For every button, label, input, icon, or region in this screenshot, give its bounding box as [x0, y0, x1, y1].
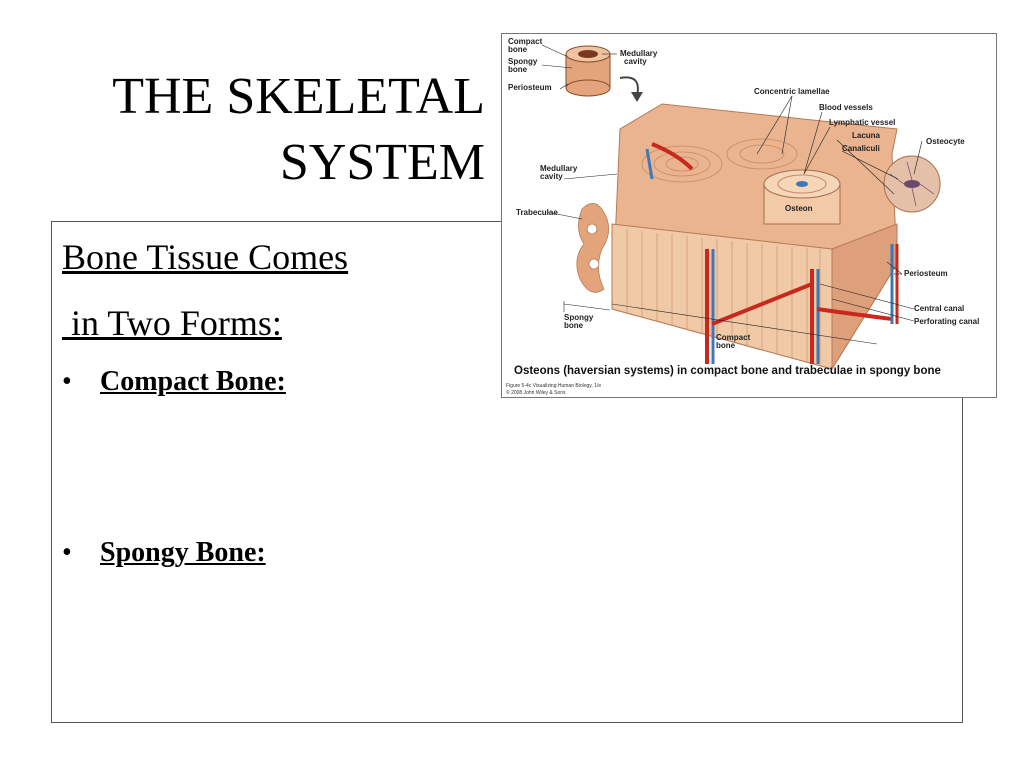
label-periosteum-top: Periosteum — [508, 83, 552, 92]
label-lymphatic-vessel: Lymphatic vessel — [829, 118, 896, 127]
slide-title — [20, 64, 485, 196]
label-spongy-bone-bottom: Spongy bone — [564, 313, 594, 330]
label-compact-bone-top-text: Compact bone — [508, 37, 543, 54]
label-medullary-cavity-top: Medullary cavity — [620, 49, 658, 66]
title-line-2: SYSTEM — [279, 134, 485, 191]
osteocyte-inset — [884, 156, 940, 212]
bullet-label-compact-bone: Compact Bone: — [100, 366, 286, 397]
bullet-compact-bone — [62, 366, 286, 398]
label-perforating-canal: Perforating canal — [914, 317, 980, 326]
label-medullary-cavity-left: Medullary cavity — [540, 164, 578, 181]
label-lacuna: Lacuna — [852, 131, 881, 140]
bullet-spongy-bone — [62, 537, 266, 569]
bullet-symbol: • — [62, 366, 72, 397]
label-concentric-lamellae: Concentric lamellae — [754, 87, 830, 96]
heading-line-1: Bone Tissue Comes — [62, 237, 349, 277]
title-line-1: THE SKELETAL — [112, 68, 485, 125]
bone-structure-figure — [501, 33, 997, 398]
bullet-symbol: • — [62, 537, 72, 568]
label-central-canal: Central canal — [914, 304, 965, 313]
bone-cylinder-icon — [566, 46, 610, 96]
trabeculae-illustration — [577, 203, 609, 292]
figure-credit-line-1: Figure 5-4c Visualizing Human Biology, 1/e — [506, 383, 602, 389]
heading-line-2: in Two Forms: — [62, 303, 282, 343]
figure-caption: Osteons (haversian systems) in compact bone and trabeculae in spongy bone — [514, 365, 941, 377]
label-blood-vessels: Blood vessels — [819, 103, 873, 112]
label-compact-bone-bottom: Compact bone — [716, 333, 751, 350]
label-periosteum-right: Periosteum — [904, 269, 948, 278]
figure-credit-line-2: © 2008 John Wiley & Sons — [506, 390, 566, 396]
bullet-label-spongy-bone: Spongy Bone: — [100, 537, 266, 568]
bone-illustration — [502, 34, 997, 398]
label-trabeculae: Trabeculae — [516, 208, 558, 217]
label-canaliculi: Canaliculi — [842, 144, 880, 153]
label-spongy-bone-top-text: Spongy bone — [508, 57, 538, 74]
label-osteocyte: Osteocyte — [926, 137, 965, 146]
label-osteon: Osteon — [785, 204, 813, 213]
